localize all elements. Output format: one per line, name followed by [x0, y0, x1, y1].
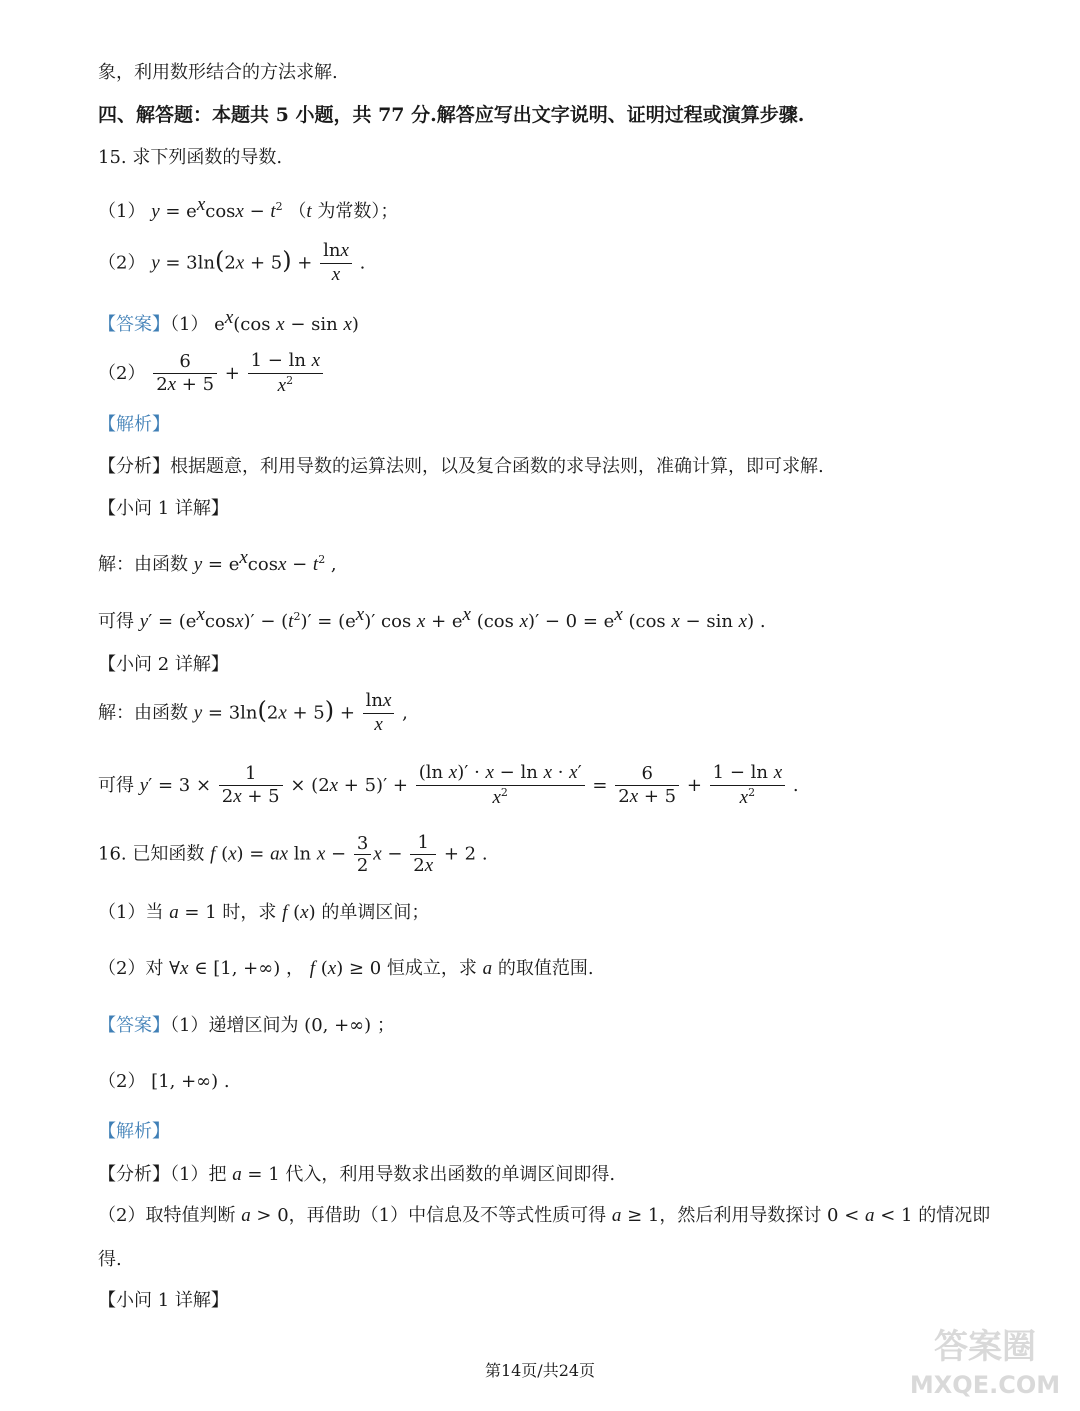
- watermark-logo: [910, 1318, 1060, 1403]
- q16-part1: （1）当 a = 1 时，求 f (x) 的单调区间；: [98, 902, 430, 923]
- q15-answer-2: （2） $\frac{6}{2x + 5}$ + $\frac{\text{1 − ln x}}{x^2}$: [98, 350, 325, 398]
- question-15-stem: 15. 求下列函数的导数.: [98, 147, 283, 168]
- subquestion-2-heading: 【小问 2 详解】: [98, 654, 229, 675]
- q15-part1: （1） $y = e^x\cos x - t^2$ （t 为常数）；: [98, 194, 399, 222]
- q16-answer-2: （2） [1, +∞) .: [98, 1071, 230, 1092]
- section-heading: 四、解答题：本题共 5 小题，共 77 分.解答应写出文字说明、证明过程或演算步骤.: [98, 104, 805, 126]
- q15-sol2-line1: 解：由函数 y = 3ln(2x + 5) + $\frac{\ln x}{x}$ ,: [98, 690, 408, 735]
- analysis-tag: 【解析】: [98, 414, 170, 435]
- analysis-tag: 【解析】: [98, 1121, 170, 1142]
- q16-part2: （2）对 ∀x ∈ [1, +∞) ， f (x) ≥ 0 恒成立，求 a 的取值范围.: [98, 958, 594, 979]
- q15-analysis: 【分析】根据题意，利用导数的运算法则，以及复合函数的求导法则，准确计算，即可求解.: [98, 456, 824, 477]
- q15-sol1-line2: 可得 $y' = (e^x\cos x)' - (t^2)' = (e^x)'$ $\cos x + e^x$ (cos $x)' - 0 = e^x$ (cos x − sin x) .: [98, 604, 766, 632]
- answer-tag: 【答案】: [98, 1015, 170, 1036]
- q16-analysis-1: 【分析】（1）把 a = 1 代入，利用导数求出函数的单调区间即得.: [98, 1164, 616, 1185]
- q15-sol1-line1: 解：由函数 $y = e^x\cos x - t^2$ ,: [98, 547, 337, 575]
- question-16-stem: 16. 已知函数 f (x) = ax ln x − $\frac{3}{2}$ x − $\frac{1}{2x}$ + 2 .: [98, 832, 488, 877]
- q15-part2: （2） y = 3ln(2x + 5) + $\frac{\ln x}{x}$ .: [98, 240, 366, 285]
- answer-tag: 【答案】: [98, 314, 170, 335]
- svg-text:答案圈: 答案圈: [934, 1327, 1036, 1367]
- page-footer: 第14页/共24页: [484, 1361, 596, 1380]
- q15-answer-1: 【答案】（1） $e^x(\cos$ x − sin x): [98, 307, 359, 335]
- q16-analysis-3: 得.: [98, 1249, 122, 1270]
- subquestion-1-heading: 【小问 1 详解】: [98, 1290, 229, 1311]
- q16-answer-1: 【答案】（1）递增区间为 (0, +∞) ；: [98, 1015, 395, 1036]
- q15-sol2-line2: 可得 y′ = 3 × $\frac{1}{2x + 5}$ × (2x + 5)′ + $\frac{\text{(ln x)′ · x − ln x · x′}}{x^2}$ = $\frac{6}{2x + 5}$ + $\frac{\text{1 − ln x}}{x^2}$ .: [98, 762, 799, 808]
- svg-text:MXQE.COM: MXQE.COM: [910, 1371, 1060, 1399]
- text-line: 象，利用数形结合的方法求解.: [98, 62, 338, 83]
- subquestion-1-heading: 【小问 1 详解】: [98, 498, 229, 519]
- q16-analysis-2: （2）取特值判断 a > 0，再借助（1）中信息及不等式性质可得 a ≥ 1，然后利用导数探讨 0 < a < 1 的情况即: [98, 1205, 991, 1226]
